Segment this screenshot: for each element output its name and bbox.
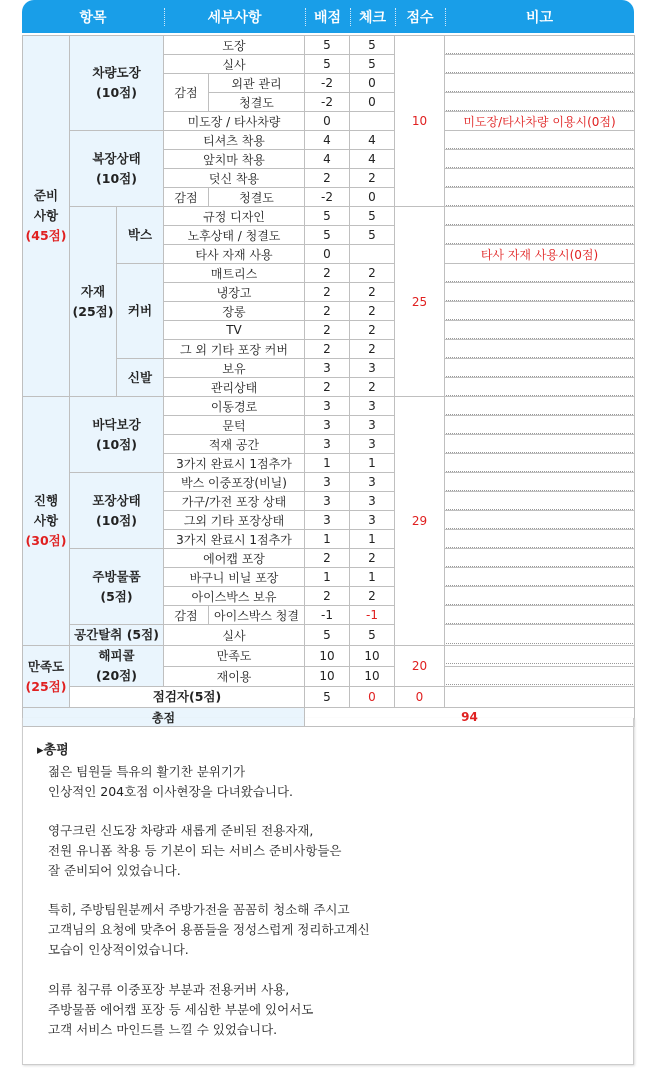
table-row <box>23 473 635 492</box>
row-label: 3가지 완료시 1점추가 <box>164 454 305 473</box>
row-points: 3 <box>305 359 350 378</box>
row-check: -1 <box>350 606 395 625</box>
note-cell <box>445 568 635 587</box>
review-title: ▸총평 <box>37 743 69 758</box>
note-cell <box>445 188 635 207</box>
note-cell <box>445 587 635 606</box>
note-cell <box>445 435 635 454</box>
row-points: 4 <box>305 131 350 150</box>
table-row <box>23 131 635 150</box>
review-paragraph: 영구크린 신도장 차량과 새롭게 준비된 전용자재, 전원 유니폼 착용 등 기본이 되는 서비스 준비사항들은 잘 준비되어 있었습니다. <box>48 823 342 878</box>
note-cell <box>445 397 635 416</box>
note-cell <box>445 549 635 568</box>
row-points: 2 <box>305 302 350 321</box>
row-check: 2 <box>350 302 395 321</box>
row-points: 3 <box>305 416 350 435</box>
evaluation-table <box>22 35 635 727</box>
score-vehicle: 10 <box>395 36 445 207</box>
row-points: 2 <box>305 321 350 340</box>
row-points: 5 <box>305 226 350 245</box>
row-points: 2 <box>305 283 350 302</box>
note-cell <box>445 340 635 359</box>
header-note: 비고 <box>525 9 554 26</box>
row-label: 문턱 <box>164 416 305 435</box>
score-satisfaction: 20 <box>395 646 445 687</box>
row-label: 만족도 <box>164 646 305 667</box>
deduct-label: 감점 <box>164 188 209 207</box>
row-check: 5 <box>350 207 395 226</box>
row-label: 아이스박스 보유 <box>164 587 305 606</box>
group-packing: 포장상태 (10점) <box>70 473 164 549</box>
note-cell: 타사 자재 사용시(0점) <box>445 245 635 264</box>
total-value: 94 <box>305 708 635 727</box>
row-check: 3 <box>350 416 395 435</box>
row-check: 0 <box>350 188 395 207</box>
row-check: 0 <box>350 74 395 93</box>
section-satisfaction: 만족도 (25점) <box>23 646 70 708</box>
row-check: 2 <box>350 283 395 302</box>
row-points: 3 <box>305 397 350 416</box>
row-label: 청결도 <box>209 93 305 112</box>
group-happycall: 해피콜 (20점) <box>70 646 164 687</box>
note-cell <box>445 264 635 283</box>
note-cell <box>445 359 635 378</box>
header-points: 배점 <box>313 9 342 26</box>
row-check: 10 <box>350 666 395 687</box>
row-points: -2 <box>305 93 350 112</box>
row-points: 1 <box>305 454 350 473</box>
note-cell <box>445 93 635 112</box>
note-cell <box>445 416 635 435</box>
row-check: 2 <box>350 321 395 340</box>
row-check: 3 <box>350 397 395 416</box>
row-points: 10 <box>305 646 350 667</box>
row-points: 2 <box>305 378 350 397</box>
score-progress: 29 <box>395 397 445 646</box>
row-label: 박스 이중포장(비닐) <box>164 473 305 492</box>
table-row <box>23 207 635 226</box>
row-label: 청결도 <box>209 188 305 207</box>
row-check: 1 <box>350 530 395 549</box>
row-points: 5 <box>305 207 350 226</box>
subgroup-shoes: 신발 <box>117 359 164 397</box>
row-label: 티셔츠 착용 <box>164 131 305 150</box>
note-cell <box>445 454 635 473</box>
inspector-label: 점검자(5점) <box>70 687 305 708</box>
row-label: 보유 <box>164 359 305 378</box>
row-label: 외관 관리 <box>209 74 305 93</box>
row-check: 3 <box>350 492 395 511</box>
header-check: 체크 <box>358 9 387 26</box>
row-label: 앞치마 착용 <box>164 150 305 169</box>
table-row <box>23 625 635 646</box>
section-progress: 진행 사항 (30점) <box>23 397 70 646</box>
note-cell <box>445 36 635 55</box>
note-cell <box>445 150 635 169</box>
subgroup-box: 박스 <box>117 207 164 264</box>
row-check: 2 <box>350 169 395 188</box>
row-points: 2 <box>305 340 350 359</box>
row-points: 5 <box>305 36 350 55</box>
score-material: 25 <box>395 207 445 397</box>
row-check <box>350 245 395 264</box>
row-check: 5 <box>350 36 395 55</box>
row-points: 3 <box>305 473 350 492</box>
row-points: 5 <box>305 55 350 74</box>
row-points: 2 <box>305 169 350 188</box>
row-check: 1 <box>350 568 395 587</box>
row-check: 2 <box>350 340 395 359</box>
row-check: 3 <box>350 511 395 530</box>
table-row <box>23 397 635 416</box>
deduct-label: 감점 <box>164 606 209 625</box>
note-cell <box>445 226 635 245</box>
note-cell: 미도장/타사차량 이용시(0점) <box>445 112 635 131</box>
row-label: 재이용 <box>164 666 305 687</box>
review-paragraph: 특히, 주방팀원분께서 주방가전을 꼼꼼히 청소해 주시고 고객님의 요청에 맞추어 용품들을 정성스럽게 정리하고계신 모습이 인상적이었습니다. <box>48 902 370 957</box>
row-points: 3 <box>305 492 350 511</box>
group-material: 자재 (25점) <box>70 207 117 397</box>
table-row <box>23 549 635 568</box>
group-kitchen: 주방물품 (5점) <box>70 549 164 625</box>
row-label: 실사 <box>164 55 305 74</box>
table-header <box>22 0 634 33</box>
note-cell <box>445 666 635 687</box>
row-label: 장롱 <box>164 302 305 321</box>
row-points: 1 <box>305 568 350 587</box>
row-points: 10 <box>305 666 350 687</box>
row-label: 미도장 / 타사차량 <box>164 112 305 131</box>
row-points: -2 <box>305 74 350 93</box>
row-label: 도장 <box>164 36 305 55</box>
row-label: 관리상태 <box>164 378 305 397</box>
row-check: 3 <box>350 435 395 454</box>
row-label: 매트리스 <box>164 264 305 283</box>
row-label: 가구/가전 포장 상태 <box>164 492 305 511</box>
group-uniform: 복장상태 (10점) <box>70 131 164 207</box>
row-label: 그외 기타 포장상태 <box>164 511 305 530</box>
table-row <box>23 646 635 667</box>
row-check: 4 <box>350 131 395 150</box>
review-paragraph: 젊은 팀원들 특유의 활기찬 분위기가 인상적인 204호점 이사현장을 다녀왔습니다. <box>48 764 294 799</box>
group-floor: 바닥보강 (10점) <box>70 397 164 473</box>
row-check: 10 <box>350 646 395 667</box>
total-label: 총점 <box>23 708 305 727</box>
note-cell <box>445 321 635 340</box>
note-cell <box>445 169 635 188</box>
row-label: 3가지 완료시 1점추가 <box>164 530 305 549</box>
note-cell <box>445 55 635 74</box>
inspector-points: 5 <box>305 687 350 708</box>
row-points: 2 <box>305 264 350 283</box>
header-detail: 세부사항 <box>207 9 262 26</box>
group-vehicle: 차량도장 (10점) <box>70 36 164 131</box>
header-score: 점수 <box>406 9 434 26</box>
row-check: 1 <box>350 454 395 473</box>
row-label: 아이스박스 청결 <box>209 606 305 625</box>
group-space: 공간탈취 (5점) <box>70 625 164 646</box>
header-item: 항목 <box>79 9 107 26</box>
row-check <box>350 112 395 131</box>
row-check: 2 <box>350 264 395 283</box>
row-check: 2 <box>350 378 395 397</box>
table-row <box>23 36 635 55</box>
note-cell <box>445 473 635 492</box>
row-label: 냉장고 <box>164 283 305 302</box>
row-label: 바구니 비닐 포장 <box>164 568 305 587</box>
row-points: 4 <box>305 150 350 169</box>
note-cell <box>445 74 635 93</box>
note-cell <box>445 606 635 625</box>
row-label: 그 외 기타 포장 커버 <box>164 340 305 359</box>
row-check: 5 <box>350 55 395 74</box>
row-label: 이동경로 <box>164 397 305 416</box>
row-points: -1 <box>305 606 350 625</box>
row-check: 3 <box>350 359 395 378</box>
row-points: 5 <box>305 625 350 646</box>
row-points: 3 <box>305 511 350 530</box>
note-cell <box>445 646 635 667</box>
row-label: 타사 자재 사용 <box>164 245 305 264</box>
row-points: 2 <box>305 587 350 606</box>
inspector-score: 0 <box>395 687 445 708</box>
note-cell <box>445 511 635 530</box>
note-cell <box>445 530 635 549</box>
note-cell <box>445 302 635 321</box>
inspector-check: 0 <box>350 687 395 708</box>
row-check: 4 <box>350 150 395 169</box>
row-label: 에어캡 포장 <box>164 549 305 568</box>
note-cell <box>445 492 635 511</box>
note-cell <box>445 207 635 226</box>
note-cell <box>445 625 635 646</box>
section-prep: 준비 사항 (45점) <box>23 36 70 397</box>
row-label: 규정 디자인 <box>164 207 305 226</box>
row-points: 0 <box>305 245 350 264</box>
row-check: 5 <box>350 625 395 646</box>
table-row <box>23 687 635 708</box>
note-cell <box>445 378 635 397</box>
subgroup-cover: 커버 <box>117 264 164 359</box>
row-points: 1 <box>305 530 350 549</box>
row-label: 적재 공간 <box>164 435 305 454</box>
review-section <box>22 718 634 1065</box>
row-check: 3 <box>350 473 395 492</box>
row-check: 2 <box>350 549 395 568</box>
row-points: 0 <box>305 112 350 131</box>
note-cell <box>445 687 635 708</box>
row-label: 덧신 착용 <box>164 169 305 188</box>
deduct-label: 감점 <box>164 74 209 112</box>
row-points: 3 <box>305 435 350 454</box>
row-label: 실사 <box>164 625 305 646</box>
row-label: 노후상태 / 청결도 <box>164 226 305 245</box>
row-label: TV <box>164 321 305 340</box>
row-check: 0 <box>350 93 395 112</box>
row-points: -2 <box>305 188 350 207</box>
row-check: 5 <box>350 226 395 245</box>
review-paragraph: 의류 침구류 이중포장 부분과 전용커버 사용, 주방물품 에어캡 포장 등 세심한 부분에 있어서도 고객 서비스 마인드를 느낄 수 있었습니다. <box>48 982 314 1037</box>
row-check: 2 <box>350 587 395 606</box>
note-cell <box>445 283 635 302</box>
row-points: 2 <box>305 549 350 568</box>
note-cell <box>445 131 635 150</box>
